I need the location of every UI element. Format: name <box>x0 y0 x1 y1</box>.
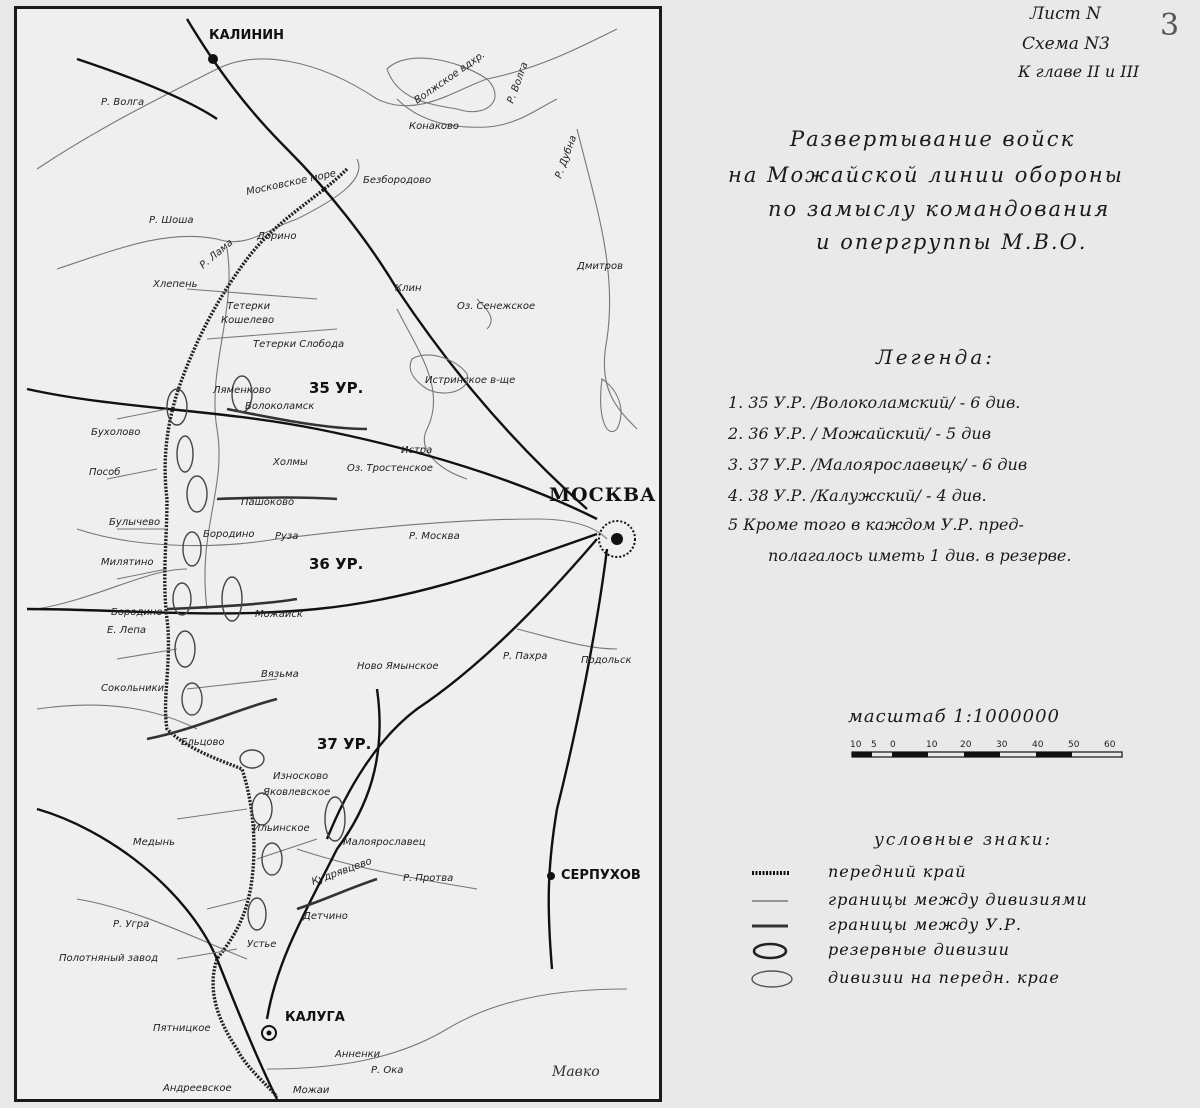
place-label: Р. Дубна <box>553 134 580 181</box>
place-label: Булычево <box>109 517 161 528</box>
place-label: Бородино <box>203 529 255 540</box>
scale-tick: 20 <box>960 740 972 750</box>
symbol-label: дивизии на передн. крае <box>828 968 1060 987</box>
place-label: Хлепень <box>153 279 198 290</box>
place-label: Истра <box>401 445 433 456</box>
place-label: Ельцово <box>181 737 225 748</box>
place-label: Сокольники <box>101 683 165 694</box>
place-label: Устье <box>247 939 277 950</box>
title-line-4: и опергруппы М.В.О. <box>816 230 1088 254</box>
symbol-label: резервные дивизии <box>828 940 1010 959</box>
place-label: Волжское вдхр. <box>412 49 488 107</box>
symbol-row <box>748 940 1188 962</box>
place-label: Р. Волга <box>505 60 531 106</box>
place-label: Ляменково <box>213 385 271 396</box>
scale-bar <box>850 738 1128 772</box>
city-serpukhov: СЕРПУХОВ <box>561 868 641 883</box>
chapter-label: К главе II и III <box>1018 62 1140 81</box>
scale-tick: 0 <box>890 740 896 750</box>
symbol-label: границы между дивизиями <box>828 890 1088 909</box>
place-label: Конаково <box>409 121 460 132</box>
symbol-label: передний край <box>828 862 967 881</box>
symbol-row <box>748 915 1188 937</box>
title-line-3: по замыслу командования <box>768 197 1111 221</box>
place-label: Оз. Тростенское <box>347 463 433 474</box>
place-label: Р. Волга <box>101 97 145 108</box>
place-label: Полотняный завод <box>59 953 159 964</box>
place-label: Можаи <box>293 1085 330 1096</box>
place-label: Р. Лама <box>197 237 236 272</box>
place-label: Вязьма <box>261 669 299 680</box>
title-line-2: на Можайской линии обороны <box>728 163 1124 187</box>
map <box>17 9 659 1099</box>
legend-item: 2. 36 У.Р. / Можайский/ - 5 див <box>728 424 992 443</box>
city-moskva: МОСКВА <box>549 484 657 506</box>
symbol-row <box>748 968 1188 990</box>
place-label: Безбородово <box>363 175 432 186</box>
scale-tick: 50 <box>1068 740 1080 750</box>
symbols-heading: условные знаки: <box>874 830 1053 850</box>
place-label: Истринское в-ще <box>425 375 516 386</box>
title-line-1: Развертывание войск <box>790 127 1076 151</box>
place-label: Кошелево <box>221 315 275 326</box>
ur-36-label: 36 УР. <box>309 555 364 573</box>
place-label: Детчино <box>303 911 348 922</box>
moscow-marker <box>599 521 635 557</box>
place-label: Московское море <box>245 168 338 198</box>
ur-37-label: 37 УР. <box>317 735 372 753</box>
place-label: Андреевское <box>163 1083 232 1094</box>
place-label: Р. Пахра <box>503 651 548 662</box>
serpukhov-marker <box>547 872 555 880</box>
place-label: Подольск <box>581 655 632 666</box>
place-label: Пашоково <box>241 497 295 508</box>
place-label: Пособ <box>89 467 121 478</box>
map-frame <box>14 6 662 1102</box>
division-boundary-icon <box>748 890 808 912</box>
place-label: Яковлевское <box>263 787 331 798</box>
scale-tick: 10 <box>850 740 862 750</box>
place-label: Ново Ямынское <box>357 661 439 672</box>
place-label: Р. Угра <box>113 919 150 930</box>
place-label: Тетерки Слобода <box>253 339 345 350</box>
place-label: Бухолово <box>91 427 141 438</box>
frontline-division-icon <box>748 968 808 990</box>
reserve-division-icon <box>748 940 808 962</box>
legend-item: 3. 37 У.Р. /Малоярославецк/ - 6 див <box>728 455 1028 474</box>
legend-item: 4. 38 У.Р. /Калужский/ - 4 див. <box>728 486 987 505</box>
scale-tick: 40 <box>1032 740 1044 750</box>
place-label: Износково <box>273 771 329 782</box>
city-kaluga: КАЛУГА <box>285 1010 345 1025</box>
place-label: Кудрявцево <box>310 855 374 888</box>
place-label: Руза <box>275 531 299 542</box>
city-kalinin: КАЛИНИН <box>209 28 285 43</box>
scheme-label: Схема N3 <box>1022 34 1110 54</box>
scale-tick: 5 <box>871 740 877 750</box>
scale-label: масштаб 1:1000000 <box>848 706 1060 727</box>
scale-tick: 30 <box>996 740 1008 750</box>
symbol-row <box>748 890 1188 912</box>
divisions <box>167 376 345 930</box>
place-label: Тетерки <box>227 301 271 312</box>
ur-35-label: 35 УР. <box>309 379 364 397</box>
kalinin-marker <box>208 54 218 64</box>
place-label: Р. Москва <box>409 531 460 542</box>
place-label: Р. Шоша <box>149 215 194 226</box>
ur-boundary-icon <box>748 915 808 937</box>
legend-heading: Легенда: <box>876 345 995 369</box>
place-label: Анненки <box>335 1049 381 1060</box>
place-label: Медынь <box>133 837 176 848</box>
symbol-row <box>748 862 1188 884</box>
page-number: 3 <box>1160 8 1180 43</box>
place-label: Пятницкое <box>153 1023 211 1034</box>
place-label: Малоярославец <box>343 837 426 848</box>
place-label: Ильинское <box>253 823 310 834</box>
place-label: Р. Ока <box>371 1065 404 1076</box>
place-label: Волоколамск <box>245 401 315 412</box>
scale-tick: 10 <box>926 740 938 750</box>
place-label: Оз. Сенежское <box>457 301 536 312</box>
place-label: Е. Лепа <box>107 625 147 636</box>
legend-item: 5 Кроме того в каждом У.Р. пред- <box>728 515 1024 534</box>
place-label: Клин <box>395 283 422 294</box>
place-label: Дорино <box>257 231 297 242</box>
symbol-label: границы между У.Р. <box>828 915 1022 934</box>
signature: Мавко <box>552 1064 600 1080</box>
place-label: Холмы <box>273 457 308 468</box>
place-label: Милятино <box>101 557 154 568</box>
scale-tick: 60 <box>1104 740 1116 750</box>
sheet-label: Лист N <box>1030 4 1102 24</box>
front-line-icon <box>748 862 808 884</box>
place-label: Можайск <box>255 609 303 620</box>
legend-item: 1. 35 У.Р. /Волоколамский/ - 6 див. <box>728 393 1021 412</box>
legend-item: полагалось иметь 1 див. в резерве. <box>768 546 1072 565</box>
place-label: Р. Протва <box>403 873 454 884</box>
place-label: Бородино <box>111 607 163 618</box>
place-label: Дмитров <box>577 261 624 272</box>
